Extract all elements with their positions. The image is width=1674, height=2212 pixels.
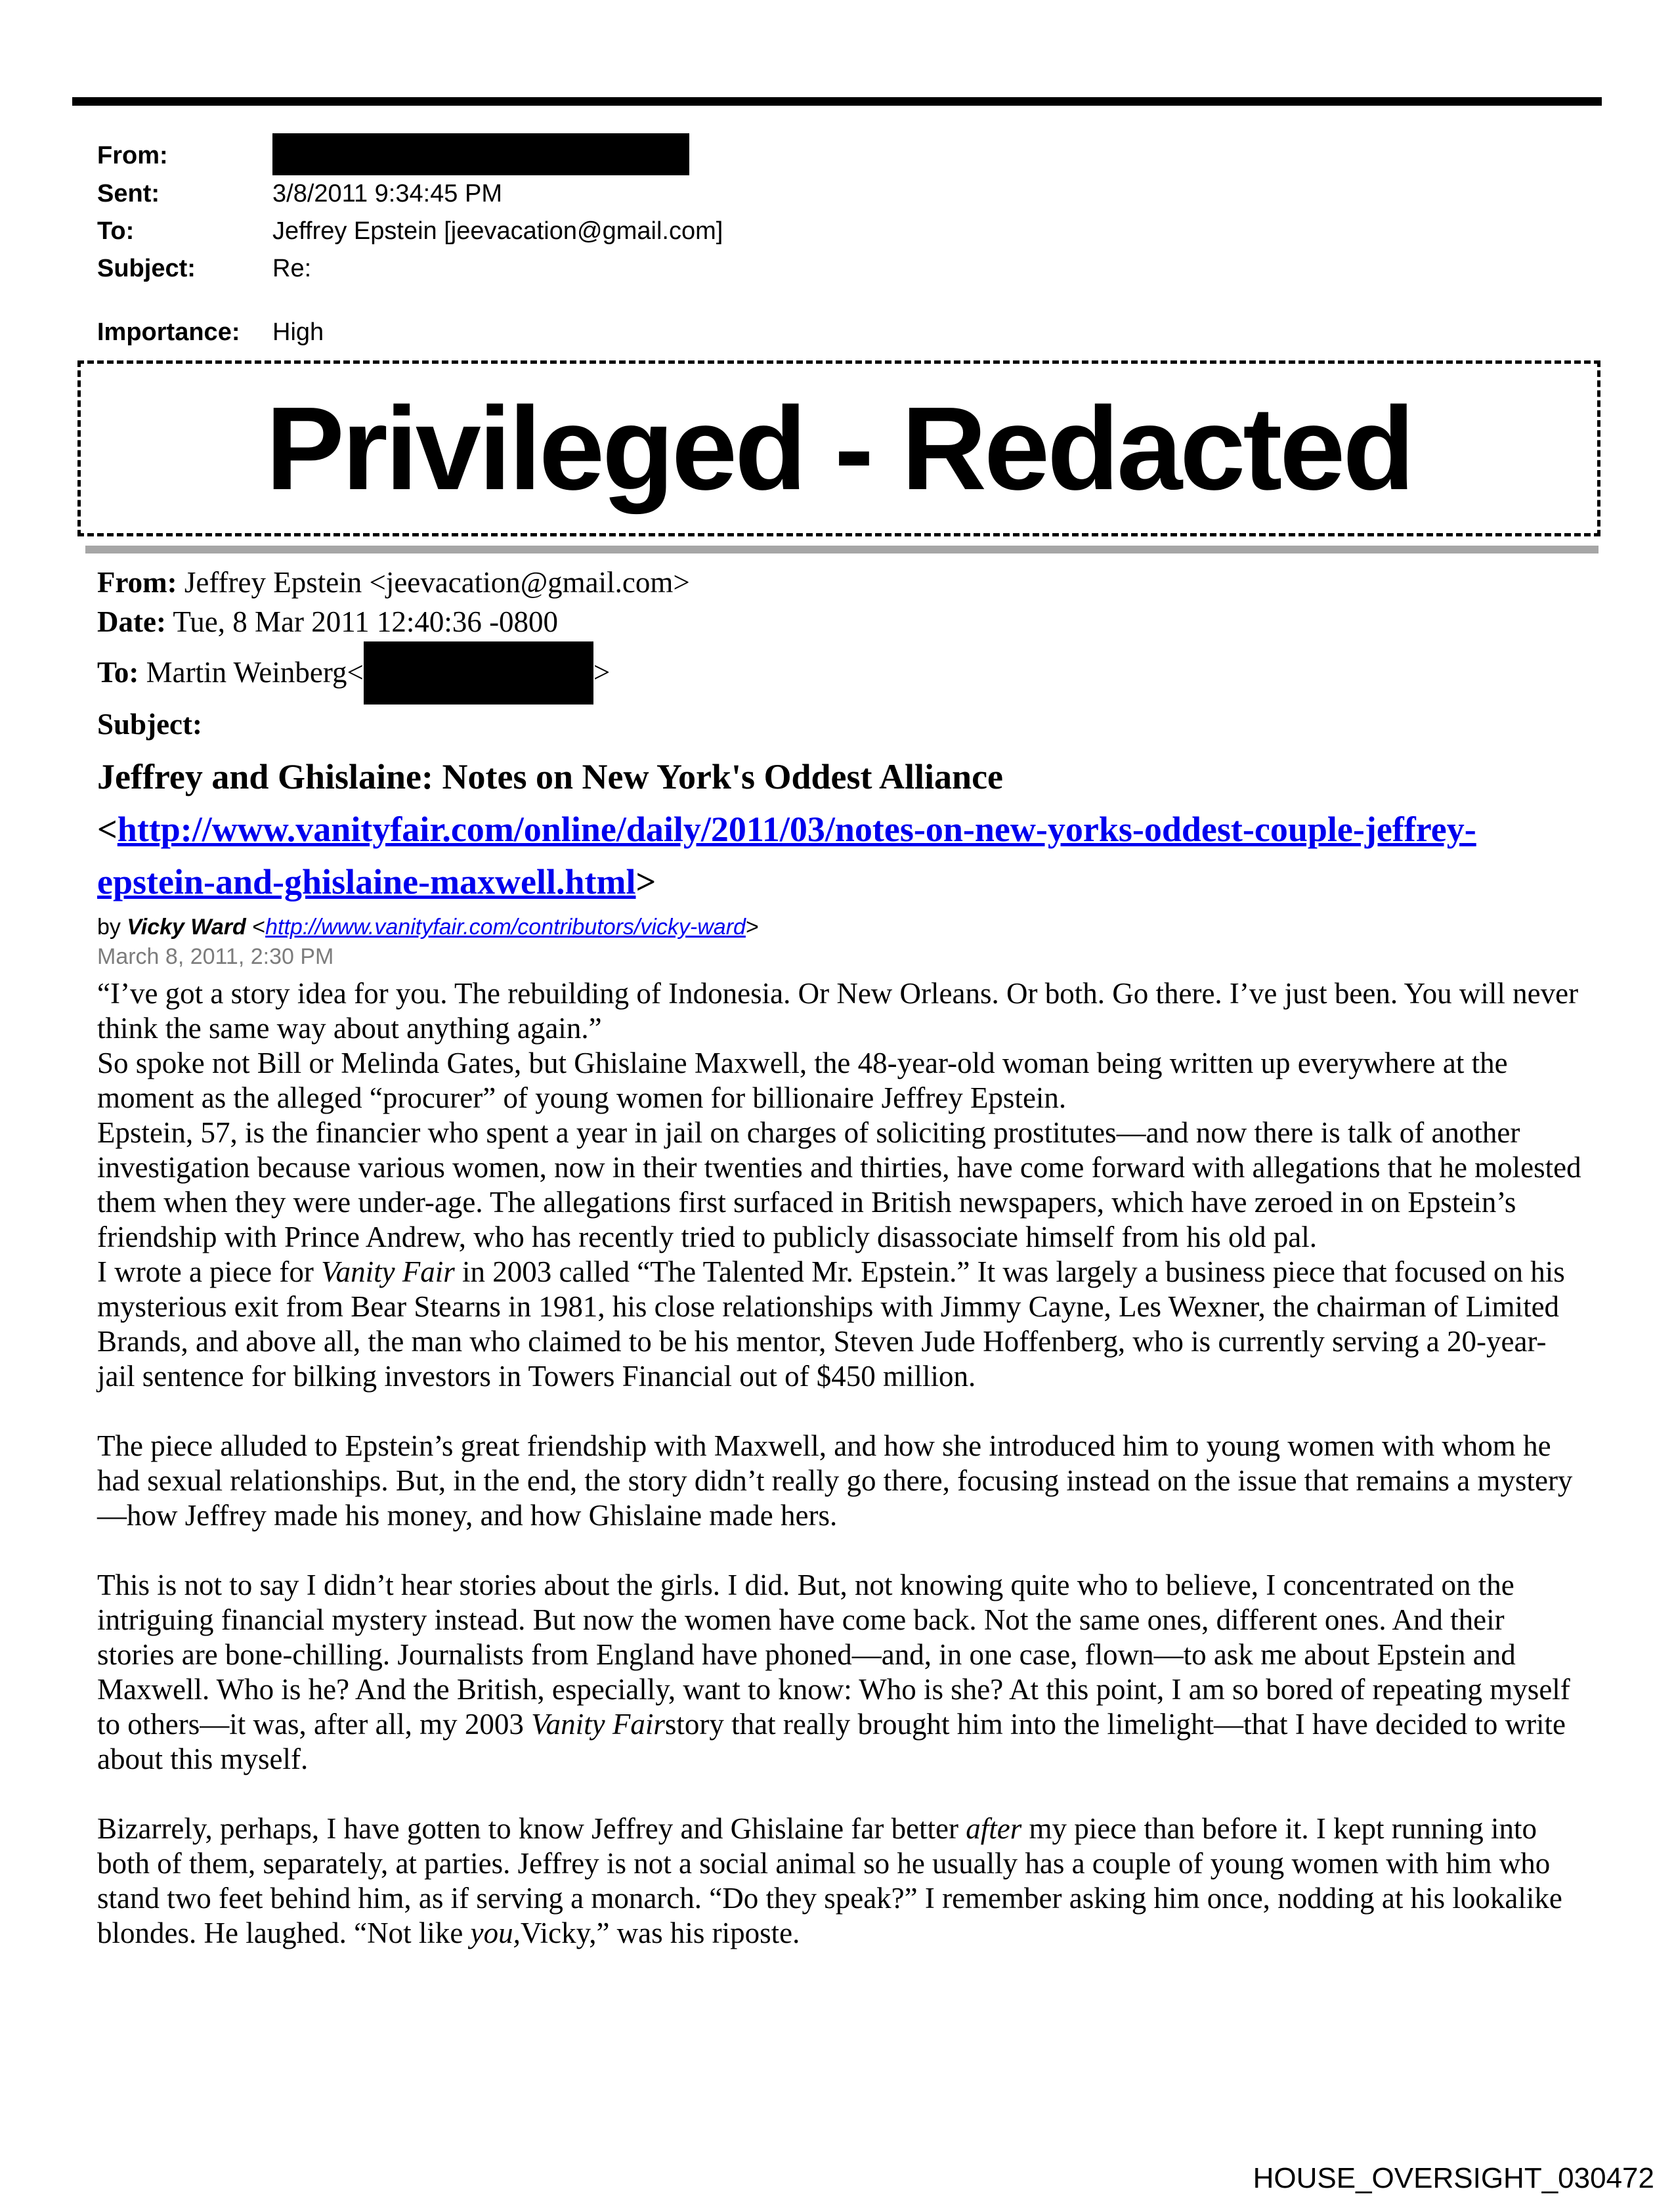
sent-value: 3/8/2011 9:34:45 PM — [272, 180, 502, 207]
inner-from-value: Jeffrey Epstein <jeevacation@gmail.com> — [177, 566, 690, 599]
paragraph-text-run: Epstein, 57, is the financier who spent a year in jail on charges of soliciting prostitutes—and now there is talk of another investigation because various women, now in their twenties and thirties, have come forward with allegations that he molested them when they were under-age. The allegations first surfaced in British newspapers, which have zeroed in on Epstein’s friendship with Prince Andrew, who has recently tried to publicly disassociate himself from his old pal. — [97, 1116, 1581, 1253]
paragraph-text-run: in 2003 called “The Talented Mr. Epstein.” It was largely a business piece that focused on his mysterious exit from Bear Stearns in 1981, his close relationships with Jimmy Cayne, Les Wexner, the chairman of Limited Brands, and above all, the man who claimed to be his mentor, Steven Jude Hoffenberg, who is currently serving a 20-year-jail sentence for bilking investors in Towers Financial out of $450 million. — [97, 1255, 1565, 1393]
subject-value: Re: — [272, 255, 312, 282]
article-title-link-open-bracket: < — [97, 810, 118, 849]
outer-header-row-to — [97, 213, 1582, 250]
privileged-redacted-banner — [77, 360, 1600, 536]
importance-label: Importance: — [97, 318, 240, 346]
paragraph-text-run: I wrote a piece for — [97, 1255, 322, 1288]
outer-header-row-importance — [97, 314, 1582, 351]
inner-date-value: Tue, 8 Mar 2011 12:40:36 -0800 — [165, 605, 559, 638]
byline-author-link[interactable]: http://www.vanityfair.com/contributors/vicky-ward — [265, 915, 746, 940]
inner-email-header — [97, 563, 1582, 744]
article-title — [97, 750, 1582, 908]
paragraph-text-run: The piece alluded to Epstein’s great friendship with Maxwell, and how she introduced him to young women with whom he had sexual relationships. But, in the end, the story didn’t really go there, focusing instead on the issue that remains a mystery—how Jeffrey made his money, and how Ghislaine made hers. — [97, 1429, 1573, 1532]
from-redaction-bar — [272, 133, 689, 175]
inner-to-value-suffix: > — [593, 656, 611, 689]
inner-subject-label: Subject: — [97, 708, 202, 741]
article-title-link-close-bracket: > — [635, 862, 656, 901]
privileged-redacted-banner-text: Privileged - Redacted — [265, 382, 1413, 515]
paragraph-text-run: story that really brought him into the limelight—that I have decided to write about this myself. — [97, 1708, 1566, 1775]
outer-header-row-subject — [97, 250, 1582, 288]
outer-email-header — [97, 133, 1582, 351]
article-byline — [97, 912, 1582, 942]
byline-prefix: by — [97, 915, 127, 940]
article-title-text: Jeffrey and Ghislaine: Notes on New York's Oddest Alliance — [97, 757, 1004, 796]
inner-to-value-prefix: Martin Weinberg< — [139, 656, 364, 689]
outer-header-row-sent — [97, 175, 1582, 213]
from-label: From: — [97, 142, 168, 169]
to-value: Jeffrey Epstein [jeevacation@gmail.com] — [272, 217, 723, 245]
inner-from-label: From: — [97, 566, 177, 599]
byline-author: Vicky Ward — [127, 915, 246, 940]
article-paragraph — [97, 976, 1582, 1046]
article-body — [97, 976, 1582, 1951]
article-dateline: March 8, 2011, 2:30 PM — [97, 944, 334, 969]
paragraph-text-run: So spoke not Bill or Melinda Gates, but Ghislaine Maxwell, the 48-year-old woman being written up everywhere at the moment as the alleged “procurer” of young women for billionaire Jeffrey Epstein. — [97, 1047, 1508, 1114]
top-divider-rule — [72, 97, 1602, 106]
inner-to-label: To: — [97, 656, 139, 689]
byline-link-close-bracket: > — [745, 915, 759, 940]
gray-divider-rule — [85, 546, 1599, 553]
sent-label: Sent: — [97, 180, 160, 207]
inner-header-row-from — [97, 563, 1582, 602]
paragraph-text-run: after — [966, 1812, 1022, 1845]
paragraph-text-run: Vicky,” was his riposte. — [520, 1917, 800, 1949]
article-paragraph — [97, 1255, 1582, 1394]
document-content — [0, 97, 1674, 1951]
article-paragraph — [97, 1116, 1582, 1255]
paragraph-text-run: you, — [470, 1917, 521, 1949]
paragraph-text-run: This is not to say I didn’t hear stories about the girls. I did. But, not knowing quite who to believe, I concentrated on the intriguing financial mystery instead. But now the women have come back. Not the same ones, different ones. And their stories are bone-chilling. Journalists from England have phoned—and, in one case, flown—to ask me about Epstein and Maxwell. Who is he? And the British, especially, want to know: Who is she? At this point, I am so bored of repeating myself to others—it was, after all, my 2003 — [97, 1569, 1570, 1741]
inner-header-row-date — [97, 602, 1582, 641]
inner-header-row-to — [97, 641, 1582, 705]
byline-link-open-bracket: < — [246, 915, 266, 940]
subject-label: Subject: — [97, 255, 196, 282]
inner-date-label: Date: — [97, 605, 166, 638]
paragraph-text-run: Vanity Fair — [321, 1255, 455, 1288]
article-paragraph — [97, 1046, 1582, 1116]
paragraph-text-run: Vanity Fair — [531, 1708, 665, 1741]
paragraph-text-run: Bizarrely, perhaps, I have gotten to know Jeffrey and Ghislaine far better — [97, 1812, 966, 1845]
paragraph-text-run: my piece than before it. I kept running into both of them, separately, at parties. Jeffrey is not a social animal so he usually has a couple of young women with him who stand two feet behind him, as if serving a monarch. “Do they speak?” I remember asking him once, nodding at his lookalike blondes. He laughed. “Not like — [97, 1812, 1562, 1949]
inner-header-row-subject — [97, 705, 1582, 744]
article-title-link[interactable]: http://www.vanityfair.com/online/daily/2011/03/notes-on-new-yorks-oddest-couple-jeffrey-epstein-and-ghislaine-maxwell.html — [97, 810, 1476, 901]
bates-number: HOUSE_OVERSIGHT_030472 — [1253, 2162, 1654, 2194]
article-paragraph — [97, 1429, 1582, 1533]
to-redaction-bar — [364, 641, 593, 705]
article-paragraph — [97, 1811, 1582, 1951]
importance-value: High — [272, 318, 324, 346]
to-label: To: — [97, 217, 135, 245]
article-paragraph — [97, 1568, 1582, 1777]
outer-header-row-from — [97, 133, 1582, 175]
paragraph-text-run: “I’ve got a story idea for you. The rebuilding of Indonesia. Or New Orleans. Or both. Go there. I’ve just been. You will never think the same way about anything again.” — [97, 977, 1579, 1045]
